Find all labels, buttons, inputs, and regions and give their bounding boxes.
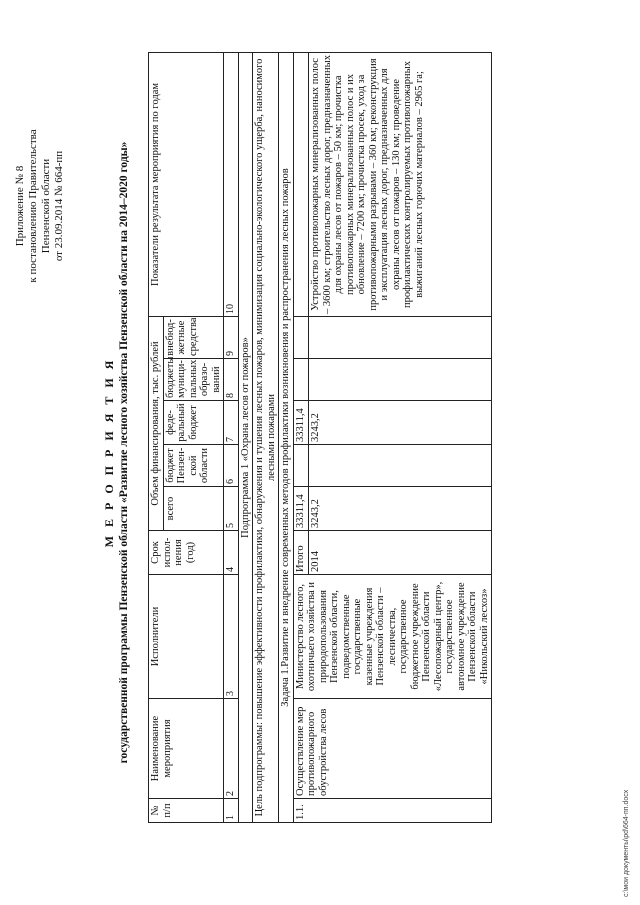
header-results: Показатели результата мероприятия по годам	[149, 52, 224, 316]
row-name: Осуществление мер противопожарного обустройства лесов	[293, 699, 492, 799]
col-number: 1	[224, 799, 239, 823]
document-subtitle: государственной программы Пензенской области «Развитие лесного хозяйства Пензенской области на 2014–2020 годы»	[118, 141, 130, 764]
col-number: 9	[224, 316, 239, 358]
header-federal: феде-ральный бюджет	[163, 401, 224, 445]
file-path-footer: c:\мои документы\pd\664-пп.docx	[623, 789, 630, 897]
row-regional-itogo	[293, 445, 309, 487]
task-title: Задача 1.Развитие и внедрение современных методов профилактики возникновения и распространения лесных пожаров	[279, 52, 294, 822]
column-numbers-row	[224, 52, 239, 822]
row-total-2014: 3243,2	[309, 487, 492, 531]
col-number: 5	[224, 487, 239, 531]
header-executors: Исполнители	[149, 575, 224, 699]
row-term-total: Итого	[293, 531, 309, 575]
col-number: 8	[224, 359, 239, 401]
row-extrabudget-2014	[309, 316, 492, 358]
header-regional: бюджет Пензен-ской области	[163, 445, 224, 487]
appendix-block	[14, 86, 66, 326]
row-total-itogo: 33311,4	[293, 487, 309, 531]
header-total: всего	[163, 487, 224, 531]
row-federal-2014: 3243,2	[309, 401, 492, 445]
col-number: 7	[224, 401, 239, 445]
row-municipal-2014	[309, 359, 492, 401]
measures-table	[148, 52, 492, 823]
subprogram-title: Подпрограмма 1 «Охрана лесов от пожаров»	[238, 52, 253, 822]
row-num: 1.1.	[293, 799, 492, 823]
row-executors: Министерство лесного, охотничьего хозяйства и природопользования Пензенской области, подведомственные государственные казенные учреждения Пензенской области – лесничества, государственное бюджетное учреждение Пензенской области «Лесопожарный центр», государственное автономное учреждение Пензенской области «Никольский лесхоз»	[293, 575, 492, 699]
col-number: 4	[224, 531, 239, 575]
row-results: Устройство противопожарных минерализованных полос – 3600 км; строительство лесных дорог, предназначенных для охраны лесов от пожаров – 50 км; прочистка противопожарных минерализованных полос и их обновление – 7200 км; прочистка просек, уход за противопожарными разрывами – 360 км; реконструкция и эксплуатация лесных дорог, предназначенных для охраны лесов от пожаров – 130 км; проведение профилактических контролируемых противопожарных выжиганий лесных горючих материалов – 2965 га;	[309, 52, 492, 316]
header-municipal: бюджеты муници-пальных образо-ваний	[163, 359, 224, 401]
appendix-line: от 23.09.2014 № 664-пп	[53, 150, 65, 262]
row-term-year: 2014	[309, 531, 492, 575]
header-funding: Объем финансирования, тыс. рублей	[149, 316, 164, 530]
row-municipal-itogo	[293, 359, 309, 401]
col-number: 2	[224, 699, 239, 799]
appendix-line: к постановлению Правительства	[27, 129, 39, 283]
header-num: № п/п	[149, 799, 224, 823]
header-term: Срок испол-нения (год)	[149, 531, 224, 575]
row-regional-2014	[309, 445, 492, 487]
header-extrabudget: внебюд-жетные средства	[163, 316, 224, 358]
row-extrabudget-itogo	[293, 316, 309, 358]
table-row	[293, 52, 309, 822]
appendix-line: Пензенской области	[40, 158, 52, 254]
row-federal-itogo: 33311,4	[293, 401, 309, 445]
col-number: 3	[224, 575, 239, 699]
col-number: 10	[224, 52, 239, 316]
row-results-itogo	[293, 52, 309, 316]
document-title: М Е Р О П Р И Я Т И Я	[102, 357, 116, 548]
appendix-line: Приложение № 8	[14, 165, 26, 247]
col-number: 6	[224, 445, 239, 487]
header-name: Наименование мероприятия	[149, 699, 224, 799]
subprogram-goal: Цель подпрограммы: повышение эффективности профилактики, обнаружения и тушения лесных пожаров, минимизация социально-экологического ущерба, наносимого лесными пожарами	[253, 52, 279, 822]
